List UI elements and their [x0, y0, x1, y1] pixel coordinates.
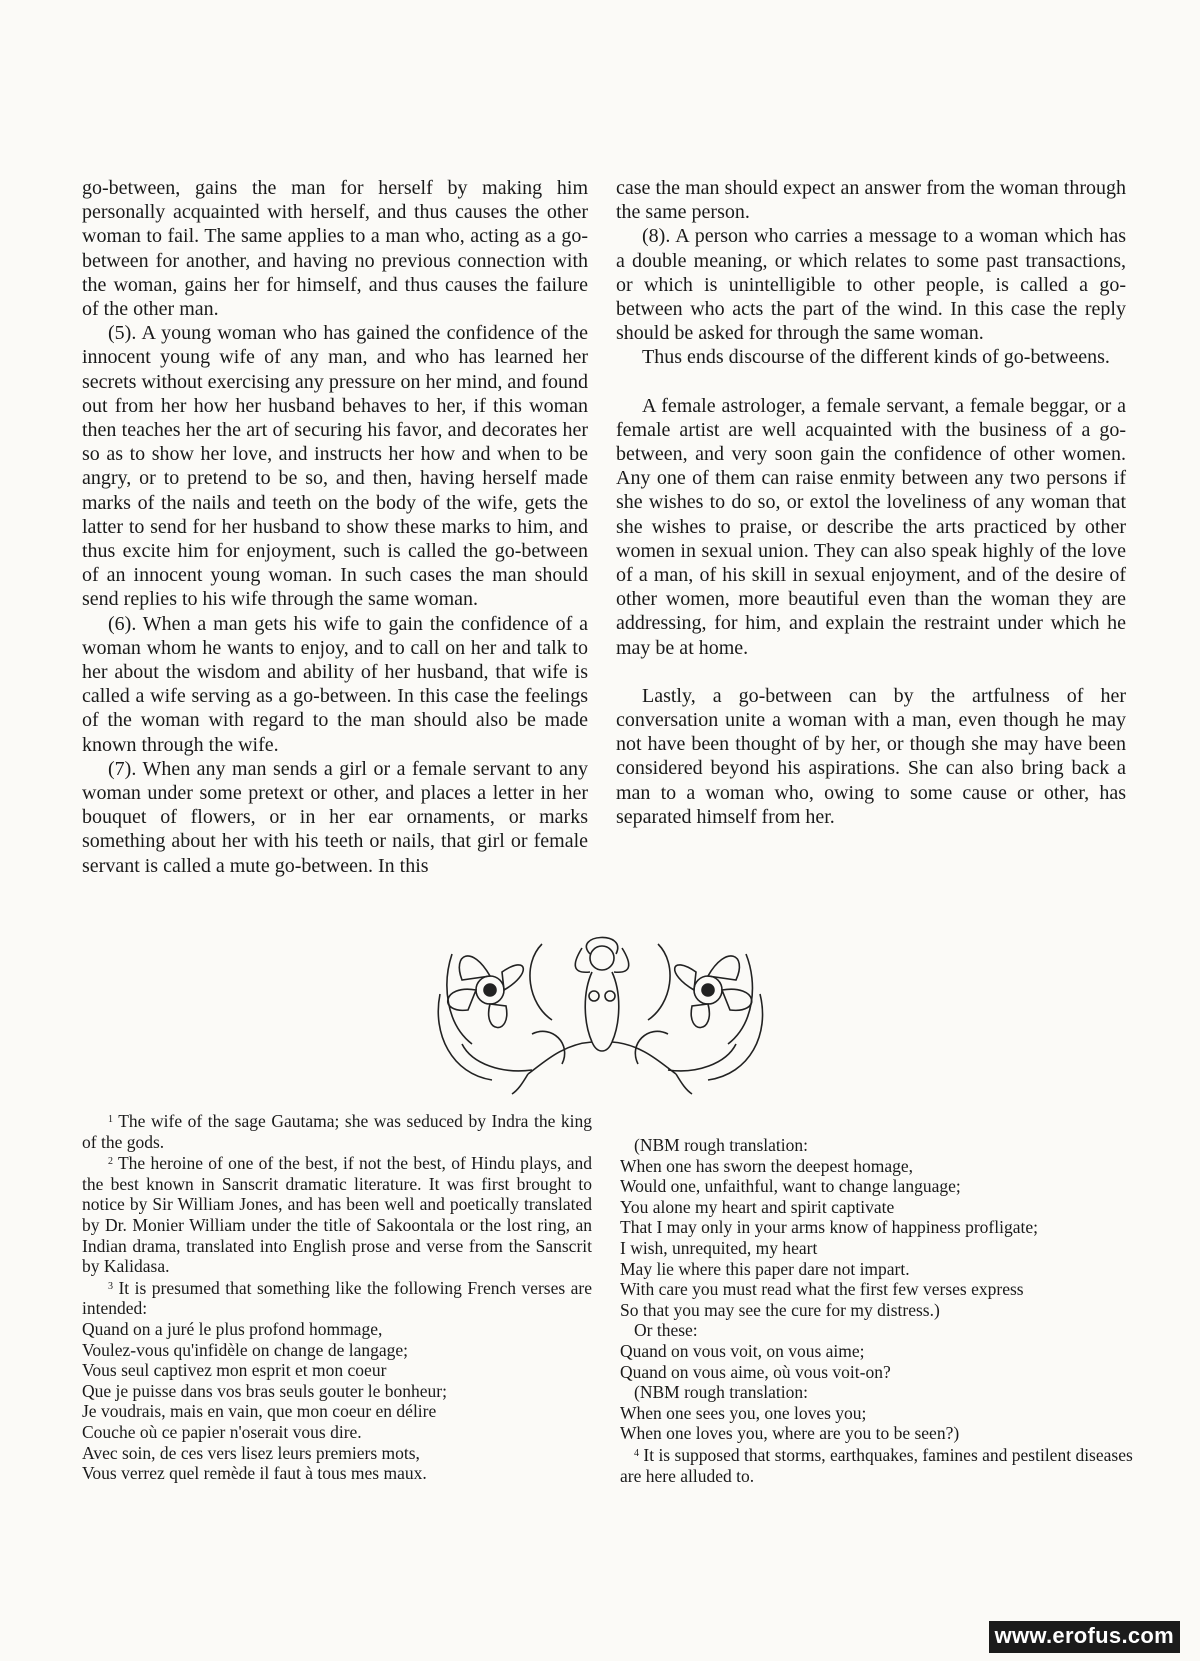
translation-line: (NBM rough translation:	[634, 1382, 809, 1403]
paragraph: Lastly, a go-between can by the artfulness of her conversation unite a woman with a man, even though he may not have been thought of by her, or though she may have been considered beyond his aspirations. She can also bring back a man to a woman who, owing to some cause or other, has separated himself from her.	[616, 684, 1126, 828]
verse-line: Voulez-vous qu'infidèle on change de langage;	[82, 1339, 408, 1360]
translation-line: May lie where this paper dare not impart.	[620, 1258, 910, 1279]
left-text-column	[82, 176, 588, 878]
paragraph: (8). A person who carries a message to a woman which has a double meaning, or which relates to some past transactions, or which is unintelligible to other people, is called a go-between who acts the part of the wind. In this case the reply should be asked for through the same woman.	[616, 225, 1126, 345]
footnote-2	[82, 1152, 592, 1277]
verse-line: Avec soin, de ces vers lisez leurs premiers mots,	[82, 1442, 420, 1463]
paragraph: (6). When a man gets his wife to gain the confidence of a woman whom he wants to enjoy, and to call on her and talk to her about the wisdom and ability of her husband, that wife is called a wife serving as a go-between. In this case the feelings of the woman with regard to the man should also be made known through the wife.	[82, 612, 588, 756]
translation-line: When one has sworn the deepest homage,	[620, 1155, 914, 1176]
translation-line: Would one, unfaithful, want to change language;	[620, 1176, 961, 1197]
verse-line: Que je puisse dans vos bras seuls gouter le bonheur;	[82, 1380, 447, 1401]
footnote-marker: 1	[108, 1114, 113, 1125]
verse-line: Vous seul captivez mon esprit et mon coeur	[82, 1360, 387, 1381]
footnote-marker: 4	[634, 1447, 639, 1459]
paragraph: case the man should expect an answer from the woman through the same person.	[616, 177, 1126, 224]
verse-line: Couche où ce papier n'oserait vous dire.	[82, 1421, 362, 1442]
footnote-text: It is presumed that something like the following French verses are intended:	[82, 1277, 593, 1319]
paragraph: (7). When any man sends a girl or a female servant to any woman under some pretext or other, and places a letter in her bouquet of flowers, or in her ear ornaments, or marks something about her with his teeth or nails, that girl or female servant is called a mute go-between. In this	[82, 757, 588, 877]
footnote-4	[620, 1444, 1140, 1486]
verse-line: Je voudrais, mais en vain, que mon coeur en délire	[82, 1401, 437, 1422]
translation-line: With care you must read what the first few verses express	[620, 1279, 1024, 1300]
translation-line: When one loves you, where are you to be seen?)	[620, 1423, 960, 1444]
translation-line: That I may only in your arms know of happiness profligate;	[620, 1217, 1038, 1238]
footnote-3	[82, 1277, 592, 1319]
footnote-marker: 3	[108, 1280, 113, 1292]
paragraph: A female astrologer, a female servant, a female beggar, or a female artist are well acquainted with the business of a go-between, and very soon gain the confidence of other women. Any one of them can raise enmity between any two persons if she wishes to do so, or extol the loveliness of any woman that she wishes to praise, or describe the arts practiced by other women in sexual union. They can also speak highly of the love of a man, of his skill in sexual enjoyment, and of the desire of other women, more beautiful even than the woman they are addressing, for him, and explain the restraint under which he may be at home.	[616, 394, 1126, 659]
translation-line: So that you may see the cure for my distress.)	[620, 1299, 940, 1320]
translation-line: When one sees you, one loves you;	[620, 1402, 867, 1423]
footnotes-left	[82, 1110, 592, 1484]
footnote-text: The heroine of one of the best, if not the best, of Hindu plays, and the best known in Sanscrit dramatic literature. It was first brought to notice by Sir William Jones, and has been well and poetically translated by Dr. Monier William under the title of Sakoontala or the lost ring, an Indian drama, translated into English prose and verse from the Sanscrit by Kalidasa.	[82, 1153, 592, 1277]
verse-line: Quand on vous voit, on vous aime;	[620, 1340, 865, 1361]
verse-line: Vous verrez quel remède il faut à tous mes maux.	[82, 1463, 427, 1484]
footnote-text: The wife of the sage Gautama; she was seduced by Indra the king of the gods.	[82, 1111, 592, 1152]
paragraph: go-between, gains the man for herself by making him personally acquainted with herself, and thus causes the other woman to fail. The same applies to a man who, acting as a go-between for another, and having no previous connection with the woman, gains her for himself, and thus causes the failure of the other man.	[82, 177, 588, 321]
verse-line: Quand on vous aime, où vous voit-on?	[620, 1361, 891, 1382]
footnote-marker: 2	[108, 1156, 113, 1168]
site-watermark: www.erofus.com	[989, 1621, 1180, 1653]
footnote-text: It is supposed that storms, earthquakes, famines and pestilent diseases are here alluded to.	[620, 1444, 1133, 1486]
right-text-column	[616, 176, 1126, 829]
translation-line: You alone my heart and spirit captivate	[620, 1196, 895, 1217]
translation-line: I wish, unrequited, my heart	[620, 1237, 818, 1258]
decorative-illustration	[432, 924, 772, 1100]
translation-line: (NBM rough translation:	[634, 1135, 809, 1155]
paragraph: (5). A young woman who has gained the confidence of the innocent young wife of any man, and who has learned her secrets without exercising any pressure on her mind, and found out from her how her husband behaves to her, if this woman then teaches her the art of securing his favor, and decorates her so as to show her love, and instructs her how and when to be angry, or to pretend to be so, and then, having herself made marks of the nails and teeth on the body of the wife, gets the latter to send for her husband to show these marks to him, and thus excite him for enjoyment, such is called the go-between of an innocent young woman. In such cases the man should send replies to his wife through the same woman.	[82, 322, 588, 611]
verse-line: Quand on a juré le plus profond hommage,	[82, 1318, 383, 1339]
footnote-1	[82, 1110, 592, 1152]
paragraph: Thus ends discourse of the different kinds of go-betweens.	[642, 346, 1110, 369]
french-verses	[82, 1319, 592, 1484]
footnotes-right	[620, 1135, 1140, 1486]
or-these-line: Or these:	[634, 1320, 698, 1341]
